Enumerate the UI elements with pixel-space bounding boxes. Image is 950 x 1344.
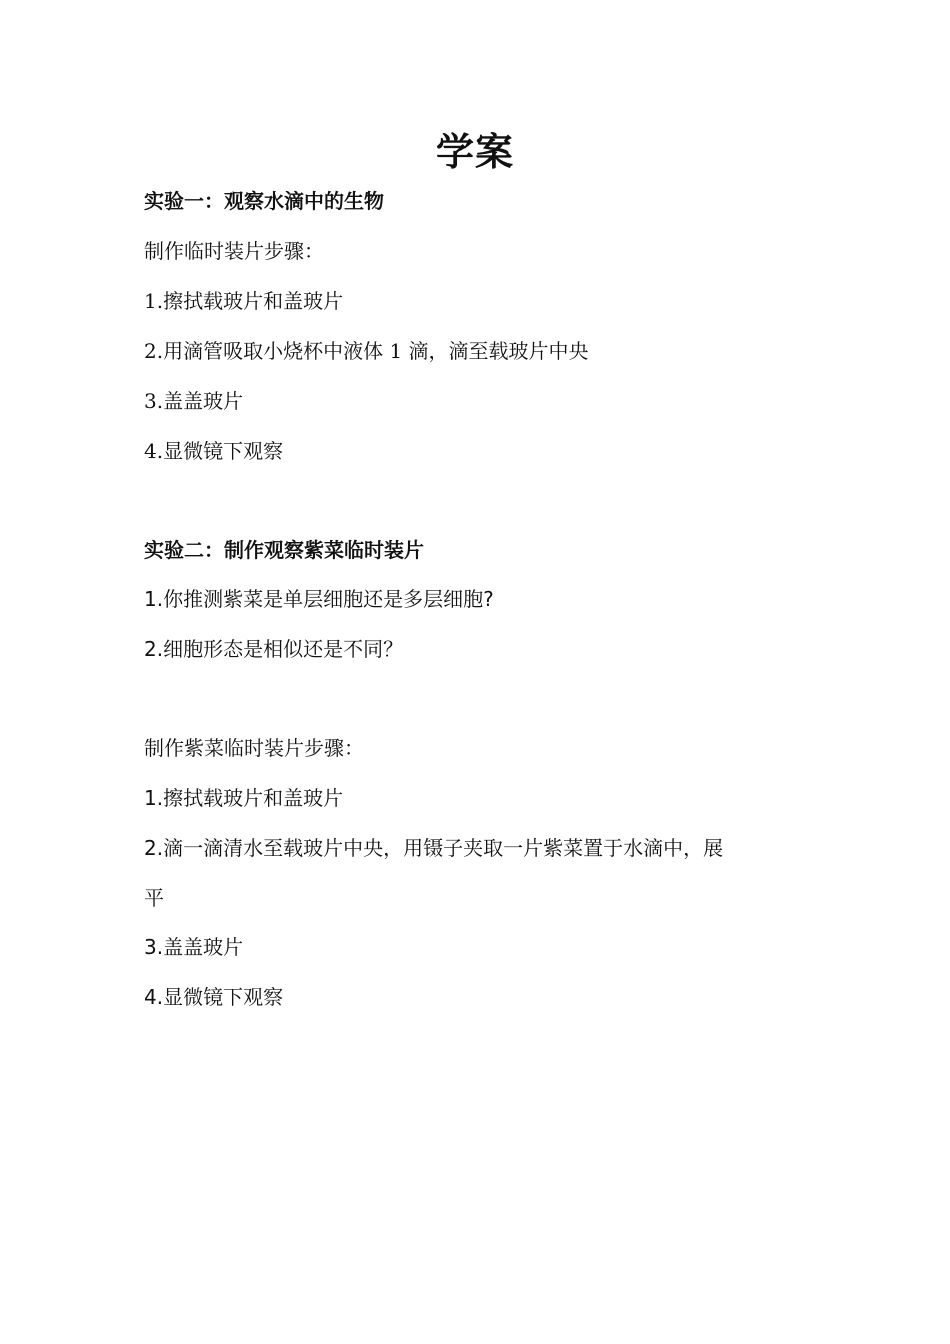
experiment2-steps-label: 制作紫菜临时装片步骤： bbox=[144, 736, 364, 760]
experiment1-step-2: 2.用滴管吸取小烧杯中液体 1 滴，滴至载玻片中央 bbox=[144, 339, 589, 363]
experiment2-step-1: 1.擦拭载玻片和盖玻片 bbox=[144, 786, 344, 810]
experiment2-step-2: 2.滴一滴清水至载玻片中央，用镊子夹取一片紫菜置于水滴中，展 bbox=[144, 836, 724, 860]
experiment2-step-2-continued: 平 bbox=[144, 886, 164, 910]
experiment1-step-4: 4.显微镜下观察 bbox=[144, 439, 284, 463]
experiment1-step-1: 1.擦拭载玻片和盖玻片 bbox=[144, 289, 344, 313]
experiment2-step-4: 4.显微镜下观察 bbox=[144, 985, 284, 1009]
experiment1-step-3: 3.盖盖玻片 bbox=[144, 389, 244, 413]
experiment1-heading: 实验一：观察水滴中的生物 bbox=[144, 189, 384, 213]
page-title: 学案 bbox=[435, 130, 514, 174]
experiment1-steps-label: 制作临时装片步骤： bbox=[144, 239, 324, 263]
experiment2-heading: 实验二：制作观察紫菜临时装片 bbox=[144, 538, 424, 562]
experiment2-step-3: 3.盖盖玻片 bbox=[144, 935, 244, 959]
experiment2-question-1: 1.你推测紫菜是单层细胞还是多层细胞? bbox=[144, 587, 494, 611]
experiment2-question-2: 2.细胞形态是相似还是不同？ bbox=[144, 637, 404, 661]
